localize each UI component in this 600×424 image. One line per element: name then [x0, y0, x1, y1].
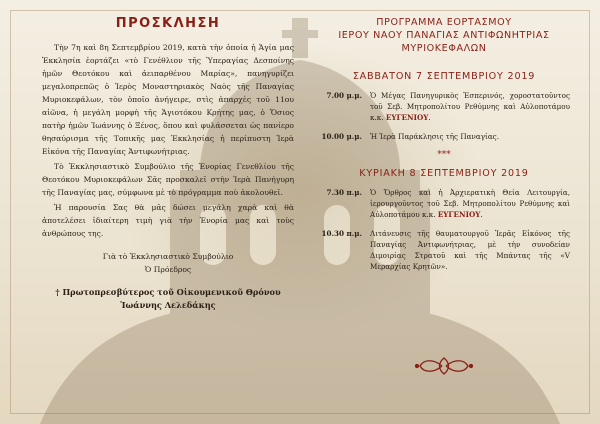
invitation-title: ΠΡΟΣΚΛΗΣΗ — [115, 16, 221, 31]
invitation-paragraph-2: Τὸ Ἐκκλησιαστικὸ Συμβούλιο τῆς Ἐνορίας Γενεθλίου τῆς Θεοτόκου Μυριοκεφάλων Σᾶς προσκαλεῖ στὴν Ἱερὰ Πανήγυρη τῆς Παναγίας μας, σύμφωνα μὲ τὸ πρόγραμμα ποὺ ἀκολουθεῖ. — [42, 162, 294, 197]
bishop-name: ΕΥΓΕΝΙΟΥ — [437, 210, 481, 219]
program-column — [318, 16, 570, 280]
event-time: 7.00 μ.μ. — [326, 91, 362, 100]
signatory-title: † Πρωτοπρεσβύτερος τοῦ Οἰκουμενικοῦ Θρόνου — [55, 287, 281, 297]
event-row — [318, 228, 570, 272]
invitation-column — [42, 16, 294, 312]
invitation-paragraph-3: Ἡ παρουσία Σας θὰ μᾶς δώσει μεγάλη χαρὰ καὶ θὰ ἀποτελέσει ἰδιαίτερη τιμὴ γιὰ τὴν Ἐνορία μας καὶ τοὺς ἀνθρώπους της. — [42, 203, 294, 238]
event-description: Ἡ Ἱερὰ Παράκλησις τῆς Παναγίας. — [370, 132, 499, 141]
decorative-ornament — [414, 355, 474, 377]
signatory-name: Ἰωάννης Λελεδάκης — [120, 300, 216, 310]
event-row — [318, 90, 570, 123]
bishop-name: ΕΥΓΕΝΙΟΥ — [385, 113, 429, 122]
event-description: Λιτάνευσις τῆς θαυματουργοῦ Ἱερᾶς Εἰκόνος τῆς Παναγίας Ἀντιφωνήτριας, μὲ τὴν συνοδείαν Διμοιρίας Στρατοῦ καὶ τῆς Μπάντας τῆς «V Μεραρχίας Κρητῶν». — [370, 229, 570, 271]
event-description: Ὁ Μέγας Πανηγυρικὸς Ἑσπερινός, χοροστατοῦντος τοῦ Σεβ. Μητροπολίτου Ρεθύμνης καὶ Αὐλοποτάμου κ.κ. ΕΥΓΕΝΙΟΥ. — [370, 91, 570, 122]
event-time: 10.00 μ.μ. — [321, 132, 362, 141]
program-title-line-2: ΙΕΡΟΥ ΝΑΟΥ ΠΑΝΑΓΙΑΣ ΑΝΤΙΦΩΝΗΤΡΙΑΣ — [338, 30, 550, 41]
event-row — [318, 187, 570, 220]
event-time: 7.30 π.μ. — [326, 188, 362, 197]
program-title-line-1: ΠΡΟΓΡΑΜΜΑ ΕΟΡΤΑΣΜΟΥ — [376, 17, 512, 28]
signature-president-line: Ὁ Πρόεδρος — [144, 265, 192, 274]
event-description: Ὁ Ὄρθρος καὶ ἡ Ἀρχιερατικὴ Θεία Λειτουργία, ἱερουργοῦντος τοῦ Σεβ. Μητροπολίτου Ρεθύμνης καὶ Αὐλοποτάμου κ.κ. ΕΥΓΕΝΙΟΥ. — [370, 188, 570, 219]
event-row — [318, 131, 570, 142]
event-time: 10.30 π.μ. — [321, 229, 362, 238]
section-separator-stars: *** — [437, 150, 451, 160]
day-heading-sunday: ΚΥΡΙΑΚΗ 8 ΣΕΠΤΕΜΒΡΙΟΥ 2019 — [359, 168, 529, 179]
program-title-line-3: ΜΥΡΙΟΚΕΦΑΛΩΝ — [401, 43, 487, 54]
day-heading-saturday: ΣΑΒΒΑΤΟΝ 7 ΣΕΠΤΕΜΒΡΙΟΥ 2019 — [352, 71, 536, 82]
signature-council-line: Γιὰ τὸ Ἐκκλησιαστικὸ Συμβούλιο — [102, 252, 234, 261]
invitation-paragraph-1: Τὴν 7η καὶ 8η Σεπτεμβρίου 2019, κατὰ τὴν ὁποία ἡ Ἁγία μας Ἐκκλησία ἑορτάζει «τὸ Γενέθλιον τῆς Ὑπεραγίας Δεσποίνης ἡμῶν Θεοτόκου καὶ ἀειπαρθένου Μαρίας», πανηγυρίζει μεγαλοπρεπῶς ὁ Ἱερὸς Μοναστηριακὸς Ναὸς τῆς Παναγίας Μυριοκεφάλων, τὸν ὁποῖο ἀνήγειρε, στὶς ἀπαρχὲς τοῦ 11ου αἰῶνα, ἡ μεγάλη μορφὴ τῆς Ἁγιοτόκου Κρήτης μας, ὁ Ὅσιος πατὴρ ἡμῶν Ἰωάννης ὁ Ξένος, ὅπου καὶ φυλάσσεται ὡς πανίερο θησαύρισμα τῆς Τοπικῆς μας Ἐκκλησίας ἡ περίπυστη Ἱερὰ Εἰκόνα τῆς Παναγίας Ἀντιφωνήτριας. — [42, 43, 294, 156]
